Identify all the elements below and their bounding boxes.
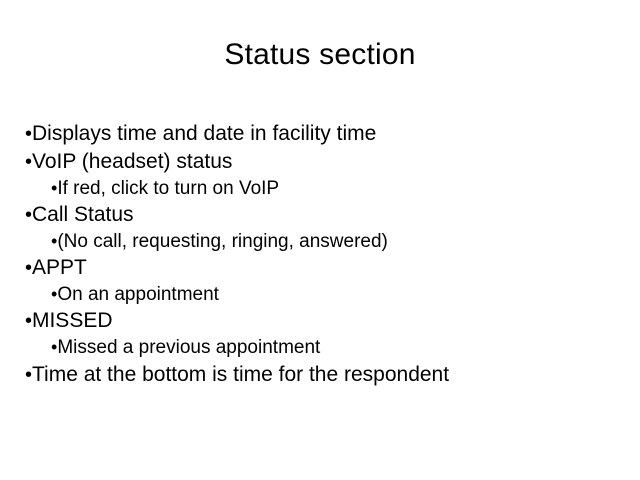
list-item — [25, 254, 620, 282]
list-item-label: Call Status — [31, 203, 134, 227]
list-item-label: Time at the bottom is time for the respondent — [31, 362, 450, 386]
bullet-marker-icon: • — [25, 150, 32, 173]
list-item — [25, 335, 620, 360]
bullet-marker-icon: • — [25, 123, 32, 145]
list-item — [25, 148, 620, 176]
list-item-label: Displays time and date in facility time — [31, 122, 377, 145]
list-item-label: MISSED — [31, 309, 113, 333]
list-item-label: On an appointment — [57, 284, 219, 306]
bullet-marker-icon: • — [25, 204, 32, 227]
page-title: Status section — [224, 38, 416, 71]
list-item — [25, 201, 620, 229]
bullet-marker-icon: • — [51, 284, 58, 305]
list-item — [25, 361, 620, 389]
list-item-label: If red, click to turn on VoIP — [57, 177, 280, 199]
list-item-label: APPT — [31, 256, 87, 280]
bullet-marker-icon: • — [25, 310, 32, 333]
list-item — [25, 176, 620, 201]
list-item — [25, 307, 620, 335]
list-item — [25, 120, 620, 148]
list-item — [25, 229, 620, 254]
list-item-label: (No call, requesting, ringing, answered) — [57, 231, 388, 253]
bullet-marker-icon: • — [51, 231, 58, 252]
bullet-list — [25, 120, 620, 389]
bullet-marker-icon: • — [51, 337, 58, 358]
list-item-label: Missed a previous appointment — [57, 337, 321, 359]
list-item-label: VoIP (headset) status — [31, 149, 233, 173]
bullet-marker-icon: • — [25, 363, 32, 386]
list-item — [25, 282, 620, 307]
bullet-marker-icon: • — [25, 257, 32, 280]
bullet-marker-icon: • — [51, 177, 58, 198]
